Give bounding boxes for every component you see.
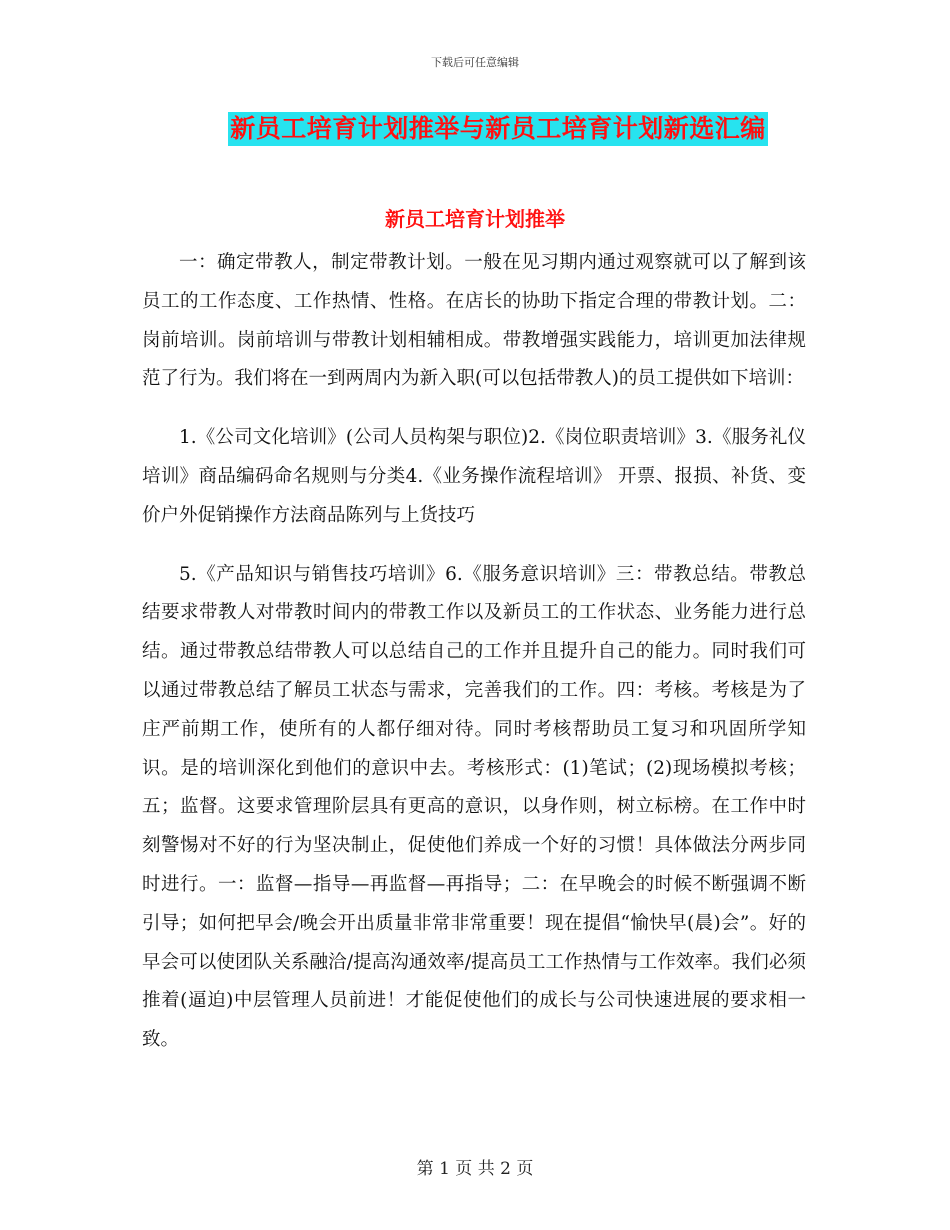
- document-title: 新员工培育计划推举与新员工培育计划新选汇编: [228, 112, 768, 146]
- page-number-footer: 第 1 页 共 2 页: [416, 1159, 534, 1179]
- body-paragraph: 5.《产品知识与销售技巧培训》6.《服务意识培训》三：带教总结。带教总结要求带教人对带教时间内的带教工作以及新员工的工作状态、业务能力进行总结。通过带教总结带教人可以总结自己的工作并且提升自己的能力。同时我们可以通过带教总结了解员工状态与需求，完善我们的工作。四：考核。考核是为了庄严前期工作，使所有的人都仔细对待。同时考核帮助员工复习和巩固所学知识。是的培训深化到他们的意识中去。考核形式：(1)笔试；(2)现场模拟考核；五；监督。这要求管理阶层具有更高的意识，以身作则，树立标榜。在工作中时刻警惕对不好的行为坚决制止，促使他们养成一个好的习惯！具体做法分两步同时进行。一：监督—指导—再监督—再指导；二：在早晚会的时候不断强调不断引导；如何把早会/晚会开出质量非常非常重要！现在提倡“愉快早(晨)会”。好的早会可以使团队关系融洽/提高沟通效率/提高员工工作热情与工作效率。我们必须推着(逼迫)中层管理人员前进！才能促使他们的成长与公司快速进展的要求相一致。: [142, 563, 806, 1051]
- body-paragraph: 一：确定带教人，制定带教计划。一般在见习期内通过观察就可以了解到该员工的工作态度、工作热情、性格。在店长的协助下指定合理的带教计划。二：岗前培训。岗前培训与带教计划相辅相成。带教增强实践能力，培训更加法律规范了行为。我们将在一到两周内为新入职(可以包括带教人)的员工提供如下培训：: [142, 252, 806, 390]
- body-paragraph: 1.《公司文化培训》(公司人员构架与职位)2.《岗位职责培训》3.《服务礼仪培训》商品编码命名规则与分类4.《业务操作流程培训》 开票、报损、补货、变价户外促销操作方法商品陈列与上货技巧: [142, 427, 806, 526]
- document-body: [142, 244, 806, 1080]
- section-title: 新员工培育计划推举: [385, 207, 565, 231]
- document-title-container: [0, 112, 950, 146]
- page-header-note: 下载后可任意编辑: [431, 56, 519, 69]
